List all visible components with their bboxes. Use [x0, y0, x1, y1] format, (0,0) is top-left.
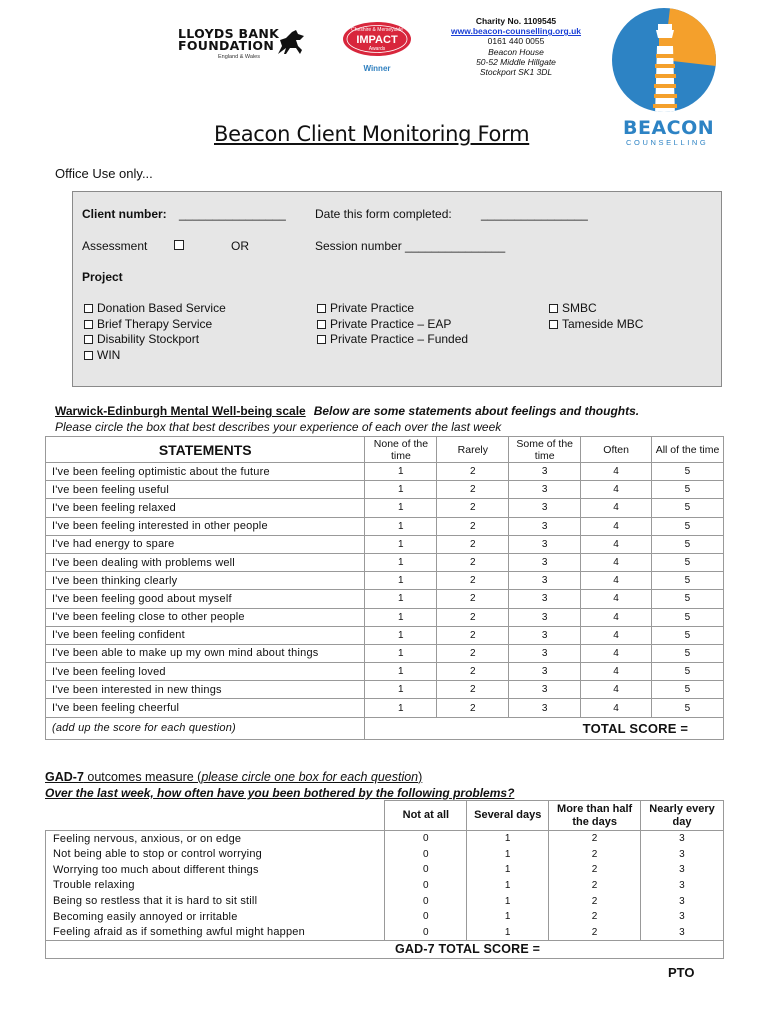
- wemwbs-score-option[interactable]: 4: [581, 572, 652, 590]
- wemwbs-score-option[interactable]: 4: [581, 590, 652, 608]
- wemwbs-score-option[interactable]: 1: [365, 699, 437, 717]
- gad7-score-option[interactable]: 0: [385, 925, 467, 941]
- wemwbs-row: [46, 481, 724, 499]
- project-option[interactable]: Private Practice: [317, 301, 414, 315]
- client-number-field[interactable]: ________________: [179, 207, 286, 221]
- website-link[interactable]: www.beacon-counselling.org.uk: [450, 26, 582, 37]
- gad7-score-option[interactable]: 3: [641, 831, 724, 847]
- wemwbs-row: [46, 699, 724, 717]
- gad7-column-header: Several days: [467, 801, 549, 831]
- project-option[interactable]: Disability Stockport: [84, 332, 199, 346]
- wemwbs-statement: I've been feeling confident: [46, 626, 365, 644]
- column-header: Some of the time: [509, 437, 581, 463]
- office-use-panel: [72, 191, 722, 387]
- column-header: Rarely: [437, 437, 509, 463]
- wemwbs-total-score[interactable]: TOTAL SCORE =: [581, 717, 724, 739]
- gad7-score-option[interactable]: 1: [467, 909, 549, 925]
- gad7-row: [46, 846, 724, 862]
- office-use-label: Office Use only...: [55, 166, 153, 181]
- wemwbs-score-option[interactable]: 3: [509, 572, 581, 590]
- project-option[interactable]: WIN: [84, 348, 120, 362]
- wemwbs-score-option[interactable]: 2: [437, 553, 509, 571]
- phone-number: 0161 440 0055: [487, 36, 545, 47]
- gad7-score-option[interactable]: 3: [641, 925, 724, 941]
- wemwbs-score-option[interactable]: 5: [652, 517, 724, 535]
- wemwbs-score-option[interactable]: 1: [365, 608, 437, 626]
- date-completed-label: Date this form completed:: [315, 207, 452, 221]
- gad7-question: Feeling afraid as if something awful might happen: [46, 925, 385, 941]
- wemwbs-statement: I've been feeling good about myself: [46, 590, 365, 608]
- gad7-score-option[interactable]: 1: [467, 878, 549, 894]
- wemwbs-statement: I've been feeling cheerful: [46, 699, 365, 717]
- lloyds-line1: LLOYDS BANK: [178, 26, 280, 41]
- wemwbs-score-option[interactable]: 5: [652, 499, 724, 517]
- gad7-question: Trouble relaxing: [46, 878, 385, 894]
- address-line-3: Stockport SK1 3DL: [479, 67, 553, 78]
- wemwbs-score-option[interactable]: 1: [365, 517, 437, 535]
- charity-details: [436, 16, 596, 77]
- wemwbs-score-option[interactable]: 1: [365, 626, 437, 644]
- address-line-1: Beacon House: [488, 46, 544, 57]
- wemwbs-score-option[interactable]: 5: [652, 572, 724, 590]
- wemwbs-score-option[interactable]: 3: [509, 517, 581, 535]
- wemwbs-statement: I've been feeling close to other people: [46, 608, 365, 626]
- wemwbs-row: [46, 590, 724, 608]
- project-option[interactable]: SMBC: [549, 301, 597, 315]
- gad7-score-option[interactable]: 1: [467, 862, 549, 878]
- wemwbs-row: [46, 499, 724, 517]
- wemwbs-score-option[interactable]: 4: [581, 463, 652, 481]
- gad7-score-option[interactable]: 2: [549, 862, 641, 878]
- gad7-row: [46, 878, 724, 894]
- gad7-row: [46, 831, 724, 847]
- gad7-question: Feeling nervous, anxious, or on edge: [46, 831, 385, 847]
- address-line-2: 50-52 Middle Hillgate: [476, 56, 556, 67]
- gad7-score-option[interactable]: 2: [549, 846, 641, 862]
- gad7-question: Becoming easily annoyed or irritable: [46, 909, 385, 925]
- project-option[interactable]: Tameside MBC: [549, 317, 643, 331]
- wemwbs-row: [46, 572, 724, 590]
- wemwbs-score-option[interactable]: 2: [437, 608, 509, 626]
- wemwbs-score-option[interactable]: 2: [437, 572, 509, 590]
- wemwbs-score-option[interactable]: 2: [437, 535, 509, 553]
- gad7-score-option[interactable]: 1: [467, 925, 549, 941]
- wemwbs-score-option[interactable]: 4: [581, 499, 652, 517]
- wemwbs-row: [46, 553, 724, 571]
- black-horse-icon: [274, 28, 308, 58]
- wemwbs-footer-row: [46, 717, 724, 739]
- wemwbs-score-option[interactable]: 2: [437, 644, 509, 662]
- wemwbs-score-option[interactable]: 4: [581, 517, 652, 535]
- gad7-score-option[interactable]: 2: [549, 831, 641, 847]
- impact-badge-icon: [341, 20, 413, 58]
- charity-number: Charity No. 1109545: [475, 16, 557, 26]
- gad7-footer-row: [46, 940, 724, 958]
- wemwbs-row: [46, 535, 724, 553]
- beacon-counselling-logo: [612, 4, 730, 150]
- session-number-field[interactable]: Session number _______________: [315, 239, 506, 253]
- wemwbs-score-option[interactable]: 5: [652, 681, 724, 699]
- client-number-label: Client number:: [82, 207, 167, 221]
- assessment-label: Assessment: [82, 239, 148, 253]
- gad7-score-option[interactable]: 0: [385, 909, 467, 925]
- gad7-heading-italic: please circle one box for each question: [201, 770, 419, 784]
- date-completed-field[interactable]: ________________: [481, 207, 588, 221]
- gad7-heading-close: ): [418, 770, 423, 784]
- wemwbs-score-option[interactable]: 2: [437, 699, 509, 717]
- wemwbs-score-option[interactable]: 5: [652, 553, 724, 571]
- impact-winner: Winner: [363, 64, 391, 73]
- wemwbs-score-option[interactable]: 1: [365, 481, 437, 499]
- wemwbs-score-option[interactable]: 1: [365, 663, 437, 681]
- gad7-row: [46, 893, 724, 909]
- wemwbs-score-option[interactable]: 2: [437, 499, 509, 517]
- gad7-score-option[interactable]: 0: [385, 862, 467, 878]
- project-option[interactable]: Private Practice – Funded: [317, 332, 468, 346]
- gad7-question: Not being able to stop or control worrying: [46, 846, 385, 862]
- gad7-score-option[interactable]: 2: [549, 909, 641, 925]
- wemwbs-footer-note: (add up the score for each question): [46, 717, 365, 739]
- gad7-score-option[interactable]: 1: [467, 846, 549, 862]
- gad7-score-option[interactable]: 2: [549, 878, 641, 894]
- wemwbs-score-option[interactable]: 4: [581, 553, 652, 571]
- wemwbs-score-option[interactable]: 5: [652, 590, 724, 608]
- gad7-total-score[interactable]: GAD-7 TOTAL SCORE =: [385, 940, 724, 958]
- gad7-column-header: More than half the days: [549, 801, 641, 831]
- gad7-subheading: Over the last week, how often have you been bothered by the following problems?: [45, 786, 515, 800]
- wemwbs-score-option[interactable]: 5: [652, 644, 724, 662]
- wemwbs-score-option[interactable]: 4: [581, 644, 652, 662]
- gad7-row: [46, 909, 724, 925]
- gad7-row: [46, 862, 724, 878]
- wemwbs-score-option[interactable]: 1: [365, 499, 437, 517]
- wemwbs-score-option[interactable]: 5: [652, 463, 724, 481]
- wemwbs-score-option[interactable]: 2: [437, 590, 509, 608]
- gad7-score-option[interactable]: 3: [641, 846, 724, 862]
- wemwbs-score-option[interactable]: 5: [652, 608, 724, 626]
- assessment-checkbox[interactable]: [174, 238, 188, 252]
- gad7-score-option[interactable]: 3: [641, 909, 724, 925]
- wemwbs-score-option[interactable]: 1: [365, 572, 437, 590]
- wemwbs-score-option[interactable]: 3: [509, 499, 581, 517]
- statements-header: STATEMENTS: [46, 437, 365, 463]
- gad7-heading: [45, 770, 422, 784]
- wemwbs-statement: I've been able to make up my own mind about things: [46, 644, 365, 662]
- wemwbs-title: Warwick-Edinburgh Mental Well-being scale: [55, 404, 306, 418]
- or-label: OR: [231, 239, 249, 253]
- wemwbs-row: [46, 626, 724, 644]
- wemwbs-row: [46, 608, 724, 626]
- wemwbs-statement: I've been interested in new things: [46, 681, 365, 699]
- wemwbs-row: [46, 681, 724, 699]
- wemwbs-score-option[interactable]: 1: [365, 590, 437, 608]
- column-header: None of the time: [365, 437, 437, 463]
- lloyds-line3: England & Wales: [218, 54, 260, 60]
- wemwbs-row: [46, 644, 724, 662]
- wemwbs-instruction: Please circle the box that best describes your experience of each over the last week: [55, 420, 502, 434]
- lloyds-line2: FOUNDATION: [178, 38, 275, 53]
- wemwbs-statement: I've been feeling relaxed: [46, 499, 365, 517]
- impact-award-badge: [338, 20, 416, 73]
- wemwbs-row: [46, 517, 724, 535]
- gad7-score-option[interactable]: 1: [467, 893, 549, 909]
- wemwbs-score-option[interactable]: 2: [437, 463, 509, 481]
- gad7-score-option[interactable]: 0: [385, 878, 467, 894]
- impact-word: IMPACT: [356, 34, 398, 46]
- wemwbs-score-option[interactable]: 4: [581, 663, 652, 681]
- column-header: Often: [581, 437, 652, 463]
- wemwbs-score-option[interactable]: 2: [437, 681, 509, 699]
- wemwbs-score-option[interactable]: 1: [365, 463, 437, 481]
- page-title: Beacon Client Monitoring Form: [214, 122, 530, 146]
- gad7-table: [45, 800, 724, 959]
- wemwbs-score-option[interactable]: 1: [365, 535, 437, 553]
- gad7-score-option[interactable]: 3: [641, 878, 724, 894]
- gad7-score-option[interactable]: 0: [385, 846, 467, 862]
- wemwbs-score-option[interactable]: 3: [509, 699, 581, 717]
- wemwbs-row: [46, 663, 724, 681]
- wemwbs-score-option[interactable]: 3: [509, 644, 581, 662]
- wemwbs-score-option[interactable]: 5: [652, 699, 724, 717]
- gad7-title: GAD-7: [45, 770, 84, 784]
- impact-bottom-text: Awards: [368, 46, 386, 52]
- wemwbs-score-option[interactable]: 3: [509, 681, 581, 699]
- wemwbs-score-option[interactable]: 5: [652, 626, 724, 644]
- gad7-score-option[interactable]: 3: [641, 893, 724, 909]
- wemwbs-score-option[interactable]: 5: [652, 663, 724, 681]
- gad7-question: Worrying too much about different things: [46, 862, 385, 878]
- wemwbs-score-option[interactable]: 4: [581, 699, 652, 717]
- gad7-score-option[interactable]: 3: [641, 862, 724, 878]
- gad7-score-option[interactable]: 0: [385, 831, 467, 847]
- wemwbs-score-option[interactable]: 2: [437, 517, 509, 535]
- wemwbs-score-option[interactable]: 2: [437, 626, 509, 644]
- wemwbs-score-option[interactable]: 3: [509, 590, 581, 608]
- gad7-column-header: Not at all: [385, 801, 467, 831]
- wemwbs-statement: I've been feeling optimistic about the future: [46, 463, 365, 481]
- wemwbs-statement: I've been feeling loved: [46, 663, 365, 681]
- wemwbs-score-option[interactable]: 4: [581, 535, 652, 553]
- project-option[interactable]: Brief Therapy Service: [84, 317, 212, 331]
- wemwbs-statement: I've had energy to spare: [46, 535, 365, 553]
- wemwbs-score-option[interactable]: 1: [365, 644, 437, 662]
- gad7-heading-text: outcomes measure (: [83, 770, 202, 784]
- project-label: Project: [82, 270, 123, 284]
- wemwbs-note: Below are some statements about feelings and thoughts.: [313, 404, 640, 418]
- wemwbs-score-option[interactable]: 4: [581, 481, 652, 499]
- wemwbs-statement: I've been feeling interested in other people: [46, 517, 365, 535]
- wemwbs-score-option[interactable]: 3: [509, 553, 581, 571]
- wemwbs-score-option[interactable]: 2: [437, 663, 509, 681]
- wemwbs-score-option[interactable]: 3: [509, 535, 581, 553]
- wemwbs-header-row: [46, 437, 724, 463]
- gad7-score-option[interactable]: 2: [549, 925, 641, 941]
- wemwbs-score-option[interactable]: 4: [581, 608, 652, 626]
- wemwbs-score-option[interactable]: 3: [509, 481, 581, 499]
- wemwbs-table: [45, 436, 724, 740]
- wemwbs-score-option[interactable]: 1: [365, 681, 437, 699]
- wemwbs-score-option[interactable]: 3: [509, 463, 581, 481]
- project-option[interactable]: Private Practice – EAP: [317, 317, 451, 331]
- wemwbs-score-option[interactable]: 2: [437, 481, 509, 499]
- gad7-score-option[interactable]: 1: [467, 831, 549, 847]
- gad7-score-option[interactable]: 2: [549, 893, 641, 909]
- wemwbs-score-option[interactable]: 4: [581, 626, 652, 644]
- project-option[interactable]: Donation Based Service: [84, 301, 226, 315]
- lloyds-bank-foundation-logo: [178, 28, 308, 64]
- gad7-score-option[interactable]: 0: [385, 893, 467, 909]
- wemwbs-score-option[interactable]: 3: [509, 663, 581, 681]
- gad7-blank-header: [46, 801, 385, 831]
- logo-subtitle: COUNSELLING: [626, 138, 709, 147]
- gad7-header-row: [46, 801, 724, 831]
- wemwbs-score-option[interactable]: 3: [509, 608, 581, 626]
- wemwbs-statement: I've been thinking clearly: [46, 572, 365, 590]
- gad7-question: Being so restless that it is hard to sit still: [46, 893, 385, 909]
- impact-top-text: Cheshire & Merseyside: [351, 27, 403, 33]
- wemwbs-score-option[interactable]: 5: [652, 481, 724, 499]
- gad7-column-header: Nearly every day: [641, 801, 724, 831]
- wemwbs-score-option[interactable]: 5: [652, 535, 724, 553]
- wemwbs-score-option[interactable]: 1: [365, 553, 437, 571]
- wemwbs-heading: [55, 404, 639, 418]
- column-header: All of the time: [652, 437, 724, 463]
- logo-name: BEACON: [623, 117, 715, 139]
- wemwbs-row: [46, 463, 724, 481]
- gad7-row: [46, 925, 724, 941]
- pto-label: PTO: [668, 965, 695, 980]
- lighthouse-icon: [612, 4, 730, 116]
- wemwbs-statement: I've been feeling useful: [46, 481, 365, 499]
- wemwbs-score-option[interactable]: 3: [509, 626, 581, 644]
- wemwbs-score-option[interactable]: 4: [581, 681, 652, 699]
- wemwbs-statement: I've been dealing with problems well: [46, 553, 365, 571]
